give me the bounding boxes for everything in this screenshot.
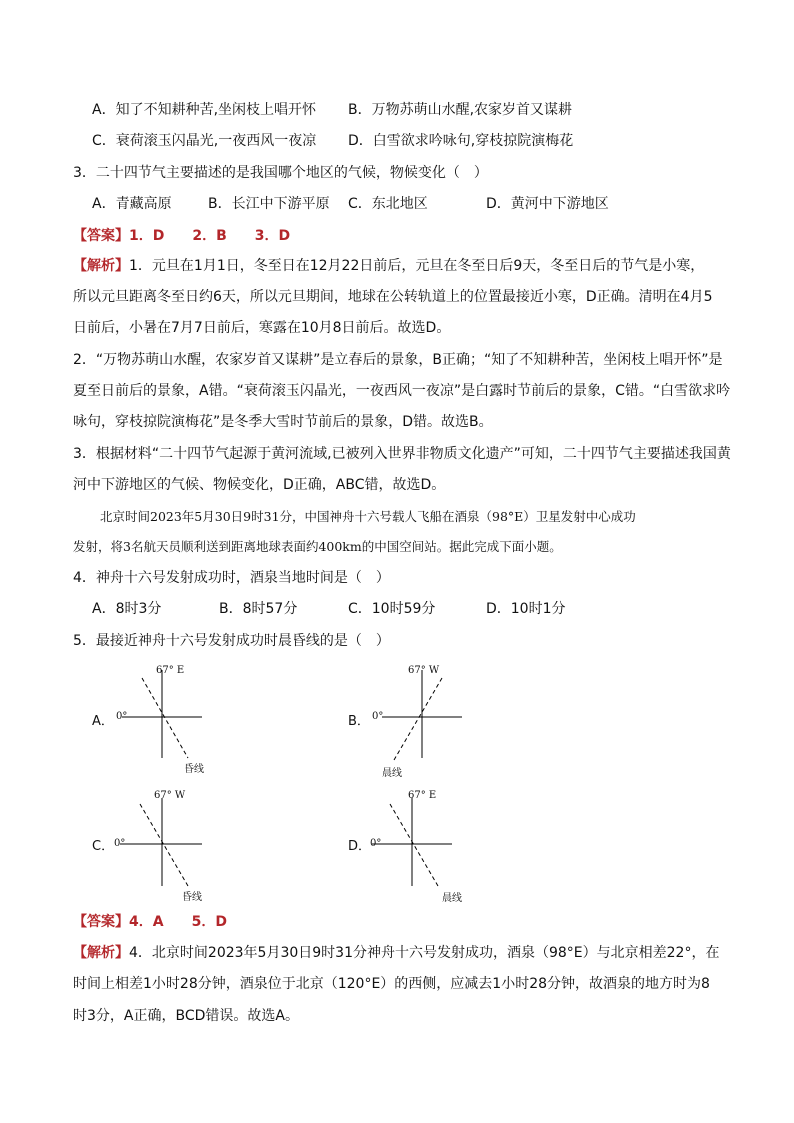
explanation-1-line-3: 日前后，小暑在7月7日前后，寒露在10月8日前后。故选D。 [73, 320, 451, 336]
q3-option-d: D．黄河中下游地区 [486, 196, 609, 212]
explanation-1-line-4: 2．“万物苏萌山水醒，农家岁首又谋耕”是立春后的景象，B正确；“知了不知耕种苦，坐闲枝上唱开怀”是 [73, 352, 723, 368]
q3-option-a: A．青藏高原 [92, 196, 172, 212]
q5-diagram-b-label: B． [348, 714, 370, 729]
q3-option-c: C．东北地区 [348, 196, 428, 212]
explanation-tag: 【解析】 [73, 945, 129, 961]
q5-stem: 5．最接近神舟十六号发射成功时晨昏线的是（ ） [73, 633, 390, 649]
terminator-label: 晨线 [382, 768, 402, 779]
explanation-2-line-1: 【解析】4．北京时间2023年5月30日9时31分神舟十六号发射成功，酒泉（98°E）与北京相差22°，在 [73, 945, 720, 961]
q4-option-b: B．8时57分 [219, 601, 298, 617]
longitude-label: 67° E [156, 665, 185, 676]
explanation-1-line-2: 所以元旦距离冬至日约6天，所以元旦期间，地球在公转轨道上的位置最接近小寒，D正确。清明在4月5 [73, 289, 713, 305]
longitude-label: 67° E [408, 790, 437, 801]
terminator-diagram-b [370, 660, 520, 780]
q5-diagram-c-label: C． [92, 839, 115, 854]
q2-option-d: D．白雪欲求吟咏句,穿枝掠院演梅花 [348, 133, 574, 149]
equator-label: 0° [114, 838, 126, 849]
terminator-label: 晨线 [442, 893, 462, 904]
answer-block-1 [73, 226, 290, 246]
equator-label: 0° [116, 711, 128, 722]
material-line-1: 北京时间2023年5月30日9时31分，中国神舟十六号载人飞船在酒泉（98°E）卫星发射中心成功 [100, 509, 636, 524]
q2-option-c: C．衰荷滚玉闪晶光,一夜西风一夜凉 [92, 133, 317, 149]
q4-stem: 4．神舟十六号发射成功时，酒泉当地时间是（ ） [73, 570, 390, 586]
q5-diagram-d-label: D． [348, 839, 372, 854]
terminator-label: 昏线 [182, 892, 202, 903]
longitude-label: 67° W [154, 790, 186, 801]
explanation-1-line-6: 咏句，穿枝掠院演梅花”是冬季大雪时节前后的景象，D错。故选B。 [73, 414, 493, 430]
q4-option-d: D．10时1分 [486, 601, 566, 617]
terminator-diagram-d [370, 786, 520, 906]
material-line-2: 发射，将3名航天员顺利送到距离地球表面约400km的中国空间站。据此完成下面小题。 [73, 539, 562, 554]
explanation-1-line-8: 河中下游地区的气候、物候变化，D正确，ABC错，故选D。 [73, 477, 446, 493]
terminator-label: 昏线 [184, 764, 204, 775]
q4-option-c: C．10时59分 [348, 601, 436, 617]
q2-option-a: A．知了不知耕种苦,坐闲枝上唱开怀 [92, 102, 317, 118]
q5-diagram-c [110, 786, 260, 906]
answer-tag: 【答案】 [73, 228, 129, 244]
answer-tag: 【答案】 [73, 914, 129, 930]
q3-stem: 3．二十四节气主要描述的是我国哪个地区的气候，物候变化（ ） [73, 165, 488, 181]
explanation-1-line-7: 3．根据材料“二十四节气起源于黄河流域,已被列入世界非物质文化遗产”可知，二十四节气主要描述我国黄 [73, 446, 731, 462]
q5-diagram-b [370, 660, 520, 780]
explanation-1-line-1: 【解析】1．元旦在1月1日，冬至日在12月22日前后，元旦在冬至日后9天，冬至日后的节气是小寒， [73, 258, 705, 274]
equator-label: 0° [370, 838, 382, 849]
q3-option-b: B．长江中下游平原 [208, 196, 330, 212]
answer-text: 4．A 5．D [129, 914, 227, 930]
explanation-tag: 【解析】 [73, 258, 129, 274]
q4-option-a: A．8时3分 [92, 601, 162, 617]
q2-option-b: B．万物苏萌山水醒,农家岁首又谋耕 [348, 102, 573, 118]
q5-diagram-a [110, 660, 260, 780]
answer-block-2 [73, 912, 227, 932]
explanation-2-line-3: 时3分，A正确，BCD错误。故选A。 [73, 1008, 299, 1024]
explanation-2-line-2: 时间上相差1小时28分钟，酒泉位于北京（120°E）的西侧，应减去1小时28分钟，故酒泉的地方时为8 [73, 976, 710, 992]
answer-text: 1．D 2．B 3．D [129, 228, 291, 244]
q5-diagram-a-label: A． [92, 714, 114, 729]
longitude-label: 67° W [408, 665, 440, 676]
explanation-1-line-5: 夏至日前后的景象，A错。“衰荷滚玉闪晶光，一夜西风一夜凉”是白露时节前后的景象，C错。“白雪欲求吟 [73, 383, 731, 399]
q5-diagram-d [370, 786, 520, 906]
equator-label: 0° [372, 711, 384, 722]
